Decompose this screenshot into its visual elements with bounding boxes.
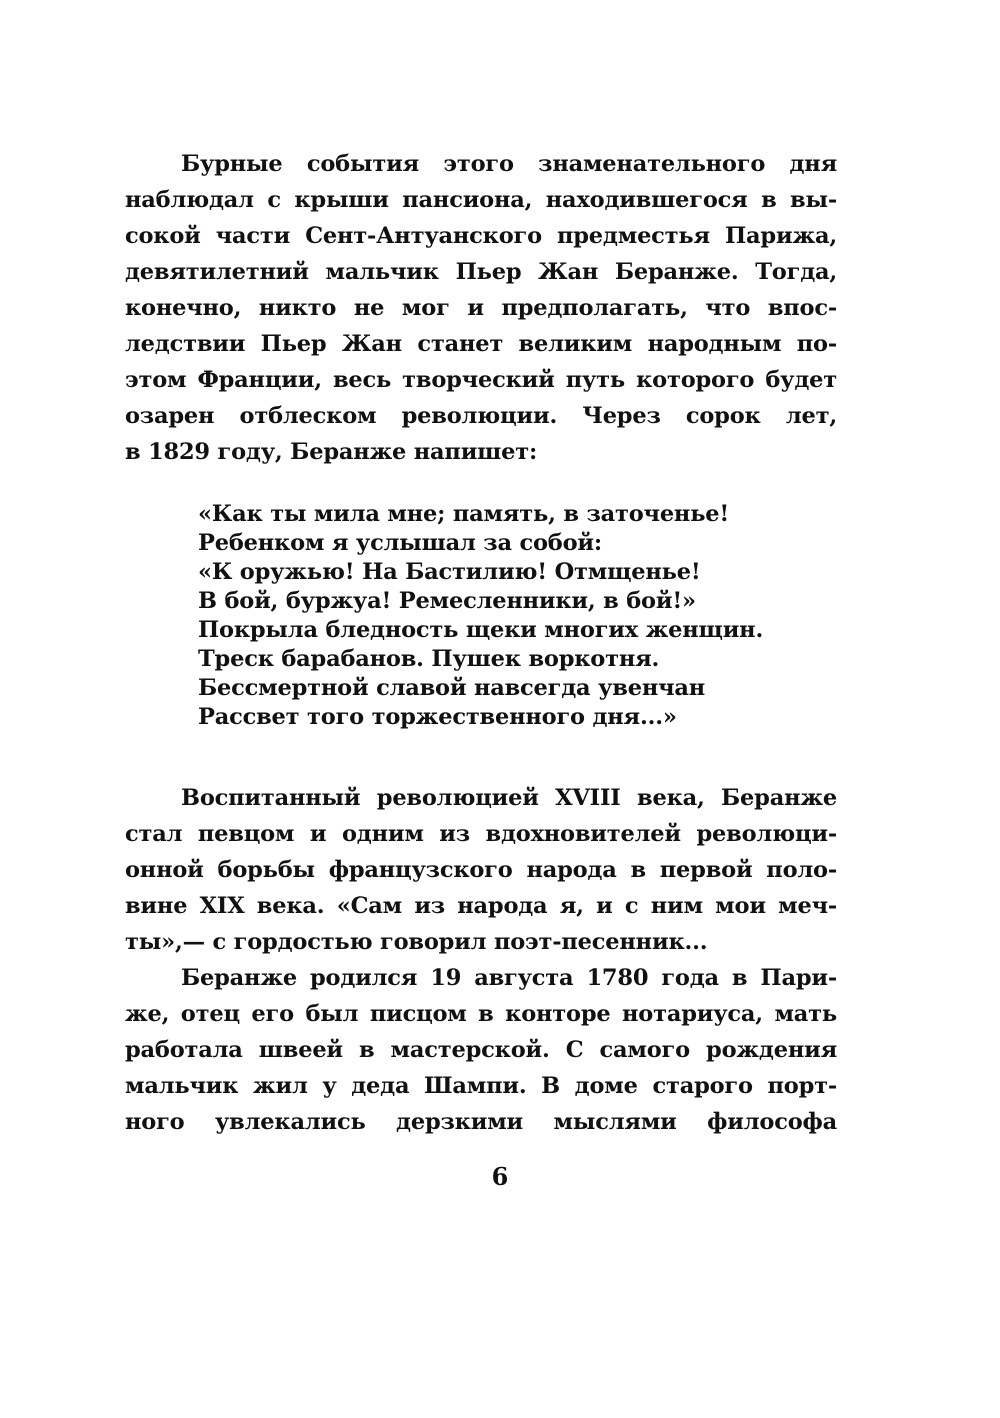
text-line: онной борьбы французского народа в первой поло- [125,857,837,883]
verse-quote [198,500,798,732]
text-line: в 1829 году, Беранже напишет: [125,439,538,465]
page-number: 6 [491,1162,509,1191]
verse-line: Ребенком я услышал за собой: [198,530,602,556]
text-line: ты»,— с гордостью говорил поэт-песенник... [125,929,708,955]
verse-line: Рассвет того торжественного дня...» [198,704,677,730]
text-line: конечно, никто не мог и предполагать, что впос- [125,295,837,321]
text-line: озарен отблеском революции. Через сорок лет, [125,403,837,429]
verse-line: Бессмертной славой навсегда увенчан [198,675,706,701]
text-line: работала швеей в мастерской. С самого рождения [125,1037,837,1063]
paragraph-3 [125,960,837,1140]
text-line: мальчик жил у деда Шампи. В доме старого порт- [125,1073,837,1099]
verse-line: Покрыла бледность щеки многих женщин. [198,617,764,643]
text-line: сокой части Сент-Антуанского предместья Парижа, [125,223,837,249]
text-line: ного увлекались дерзкими мыслями философа [125,1109,837,1135]
text-line: же, отец его был писцом в конторе нотариуса, мать [125,1001,837,1027]
text-line: девятилетний мальчик Пьер Жан Беранже. Тогда, [125,259,837,285]
verse-line: В бой, буржуа! Ремесленники, в бой!» [198,588,696,614]
text-line: Воспитанный революцией XVIII века, Беранже [181,785,837,811]
text-line: Беранже родился 19 августа 1780 года в Пари- [181,965,837,991]
text-line: этом Франции, весь творческий путь которого будет [125,367,837,393]
verse-line: «К оружью! На Бастилию! Отмщенье! [198,559,701,585]
text-line: вине XIX века. «Сам из народа я, и с ним мои меч- [125,893,837,919]
text-line: ледствии Пьер Жан станет великим народным по- [125,331,837,357]
paragraph-2 [125,780,837,960]
verse-line: «Как ты мила мне; память, в заточенье! [198,501,730,527]
text-line: стал певцом и одним из вдохновителей революци- [125,821,837,847]
text-line: наблюдал с крыши пансиона, находившегося в вы- [125,187,837,213]
verse-line: Треск барабанов. Пушек воркотня. [198,646,660,672]
text-line: Бурные события этого знаменательного дня [181,151,837,177]
paragraph-1 [125,146,837,470]
